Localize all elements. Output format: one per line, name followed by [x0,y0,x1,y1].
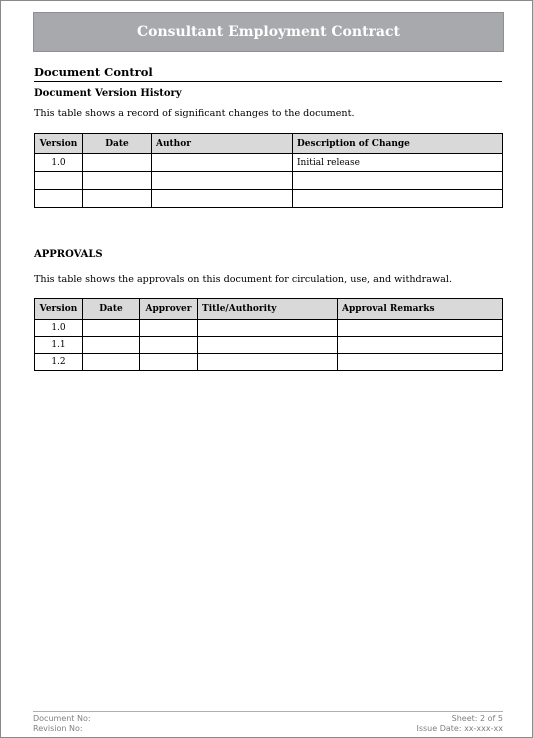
table-cell [293,172,503,190]
version-history-heading: Document Version History [34,88,182,99]
table-cell: Initial release [293,154,503,172]
revision-number-label: Revision No: [33,724,83,733]
table-cell [198,320,338,337]
table-cell [35,172,83,190]
column-header: Version [35,299,83,320]
version-history-intro: This table shows a record of significant changes to the document. [34,108,355,119]
table-cell [83,172,152,190]
table-cell [83,190,152,208]
column-header: Author [152,134,293,154]
column-header: Date [83,299,140,320]
table-row [35,337,503,354]
column-header: Date [83,134,152,154]
table-cell [152,172,293,190]
approvals-heading: APPROVALS [34,249,103,260]
table-row [35,172,503,190]
table-cell [338,320,503,337]
page-footer [33,711,503,733]
table-cell [198,337,338,354]
column-header: Title/Authority [198,299,338,320]
table-cell [198,354,338,371]
table-cell: 1.0 [35,320,83,337]
approvals-intro: This table shows the approvals on this document for circulation, use, and withdrawal. [34,274,452,285]
table-row [35,320,503,337]
document-title: Consultant Employment Contract [137,24,400,40]
table-cell [83,337,140,354]
table-cell [83,354,140,371]
table-cell [338,337,503,354]
footer-right [416,714,503,734]
table-cell [140,337,198,354]
table-cell: 1.1 [35,337,83,354]
column-header: Approval Remarks [338,299,503,320]
column-header: Version [35,134,83,154]
table-cell [140,354,198,371]
table-row [35,154,503,172]
table-row [35,354,503,371]
footer-left [33,714,91,734]
table-row [35,190,503,208]
document-control-heading: Document Control [34,65,502,82]
issue-date: Issue Date: xx-xxx-xx [416,724,503,733]
table-cell [35,190,83,208]
table-cell: 1.2 [35,354,83,371]
table-header-row [35,299,503,320]
version-history-table [34,133,503,208]
table-cell [140,320,198,337]
table-cell [152,190,293,208]
table-cell [338,354,503,371]
table-header-row [35,134,503,154]
sheet-number: Sheet: 2 of 5 [451,714,503,723]
document-number-label: Document No: [33,714,91,723]
table-cell [83,320,140,337]
column-header: Description of Change [293,134,503,154]
approvals-table [34,298,503,371]
column-header: Approver [140,299,198,320]
table-cell [293,190,503,208]
table-cell [83,154,152,172]
table-cell: 1.0 [35,154,83,172]
table-cell [152,154,293,172]
document-title-bar [33,12,504,52]
